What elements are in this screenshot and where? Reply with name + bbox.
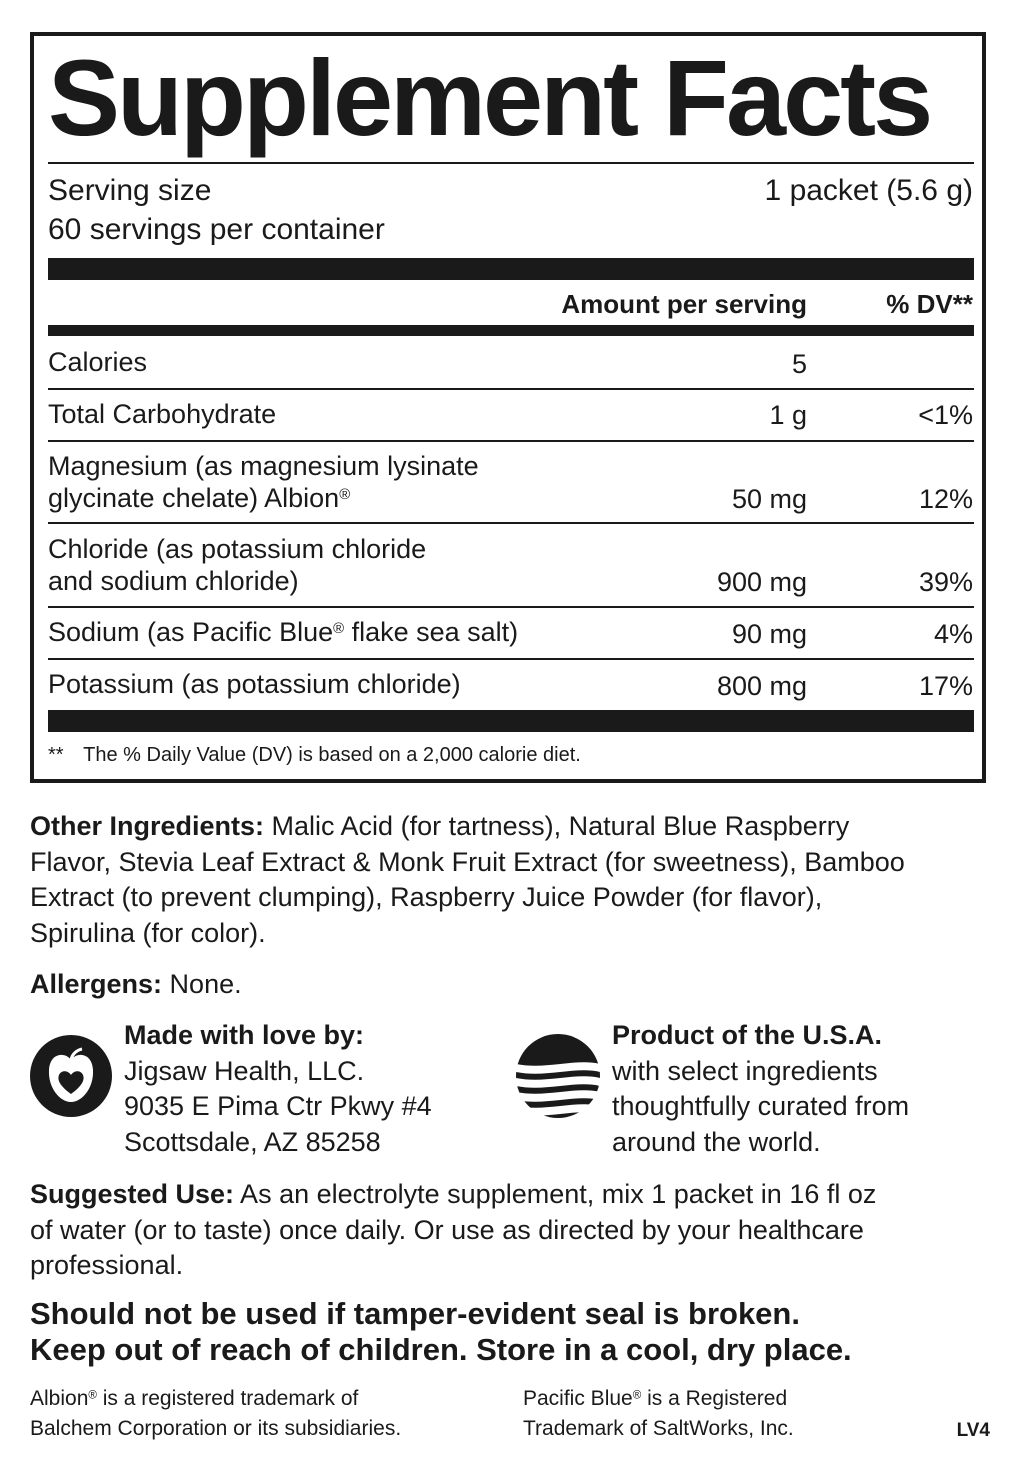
nutrient-name-post: flake sea salt) — [344, 617, 519, 647]
serving-size-label: Serving size — [48, 174, 212, 207]
nutrient-dv: 17% — [918, 671, 973, 701]
nutrient-name: Calories — [48, 347, 148, 377]
footnote-mark: ** — [48, 744, 64, 766]
pacific-blue-trademark-note — [523, 1384, 794, 1444]
nutrient-dv: 4% — [933, 619, 973, 649]
usa-flag-icon — [516, 1034, 600, 1118]
servings-per-container: 60 servings per container — [48, 213, 385, 246]
footnote-text: The % Daily Value (DV) is based on a 2,000 calorie diet. — [83, 744, 581, 766]
registered-mark: ® — [339, 486, 351, 503]
row-divider — [48, 522, 974, 524]
origin-block — [612, 1018, 909, 1160]
pacific-text: is a Registered — [641, 1387, 788, 1410]
made-by-line: Jigsaw Health, LLC. — [124, 1055, 365, 1086]
nutrient-amount: 50 mg — [731, 484, 807, 514]
suggested-use-label: Suggested Use: — [30, 1179, 235, 1209]
allergens — [30, 967, 990, 1003]
allergens-label: Allergens: — [30, 969, 163, 999]
nutrient-name — [48, 450, 479, 514]
nutrient-dv: <1% — [918, 400, 973, 430]
registered-mark: ® — [333, 620, 345, 637]
nutrient-name-pre: Sodium (as Pacific Blue — [48, 617, 334, 647]
warnings — [30, 1296, 852, 1368]
suggested-use-line: professional. — [30, 1250, 184, 1280]
nutrient-amount: 90 mg — [731, 619, 807, 649]
origin-line: thoughtfully curated from — [612, 1091, 910, 1121]
other-ingredients-line: Spirulina (for color). — [30, 917, 266, 948]
pacific-name: Pacific Blue — [523, 1387, 633, 1410]
origin-line: with select ingredients — [612, 1055, 878, 1086]
other-ingredients-line: Malic Acid (for tartness), Natural Blue Raspberry — [264, 811, 850, 841]
made-by-block — [124, 1018, 432, 1160]
other-ingredients-line: Flavor, Stevia Leaf Extract & Monk Fruit Extract (for sweetness), Bamboo — [30, 846, 905, 877]
origin-heading: Product of the U.S.A. — [612, 1020, 882, 1050]
apple-heart-icon — [30, 1034, 112, 1118]
column-header-dv: % DV** — [886, 289, 973, 319]
column-header-amount: Amount per serving — [561, 289, 807, 319]
nutrient-name-line2: glycinate chelate) Albion — [48, 483, 340, 513]
nutrient-amount: 5 — [791, 349, 807, 379]
label-code: LV4 — [956, 1420, 990, 1441]
albion-name: Albion — [30, 1387, 89, 1410]
footnote — [48, 744, 581, 767]
suggested-use — [30, 1177, 990, 1284]
albion-text: is a registered trademark of — [96, 1387, 359, 1410]
row-divider — [48, 658, 974, 660]
nutrient-name — [48, 616, 518, 648]
other-ingredients-label: Other Ingredients: — [30, 811, 265, 841]
pacific-text-line2: Trademark of SaltWorks, Inc. — [523, 1417, 794, 1440]
registered-mark: ® — [632, 1389, 642, 1402]
nutrient-name — [48, 533, 426, 597]
nutrient-name: Total Carbohydrate — [48, 399, 277, 429]
warning-line: Keep out of reach of children. Store in a cool, dry place. — [30, 1332, 852, 1367]
nutrient-amount: 800 mg — [716, 671, 807, 701]
thick-bar — [48, 710, 974, 732]
suggested-use-line: of water (or to taste) once daily. Or use as directed by your healthcare — [30, 1214, 864, 1245]
made-by-heading: Made with love by: — [124, 1020, 365, 1050]
nutrient-name-line1: Magnesium (as magnesium lysinate — [48, 451, 479, 481]
nutrient-dv: 39% — [918, 567, 973, 597]
nutrient-name: Potassium (as potassium chloride) — [48, 669, 461, 699]
suggested-use-line: As an electrolyte supplement, mix 1 packet in 16 fl oz — [234, 1179, 877, 1209]
nutrient-amount: 1 g — [769, 400, 807, 430]
nutrient-name-line1: Chloride (as potassium chloride — [48, 534, 427, 564]
row-divider — [48, 606, 974, 608]
registered-mark: ® — [88, 1389, 97, 1402]
serving-size-value: 1 packet (5.6 g) — [764, 174, 973, 207]
made-by-line: Scottsdale, AZ 85258 — [124, 1126, 381, 1157]
row-divider — [48, 388, 974, 390]
made-by-line: 9035 E Pima Ctr Pkwy #4 — [124, 1091, 432, 1121]
other-ingredients — [30, 809, 990, 951]
origin-line: around the world. — [612, 1126, 821, 1157]
panel-title: Supplement Facts — [48, 37, 931, 158]
divider — [48, 162, 974, 164]
nutrient-name-line2: and sodium chloride) — [48, 566, 299, 596]
other-ingredients-line: Extract (to prevent clumping), Raspberry Juice Powder (for flavor), — [30, 882, 823, 912]
albion-text-line2: Balchem Corporation or its subsidiaries. — [30, 1417, 402, 1440]
thick-bar — [48, 258, 974, 280]
warning-line: Should not be used if tamper-evident seal is broken. — [30, 1296, 800, 1331]
nutrient-dv: 12% — [918, 484, 973, 514]
row-divider — [48, 440, 974, 442]
albion-trademark-note — [30, 1384, 401, 1444]
nutrient-amount: 900 mg — [716, 567, 807, 597]
allergens-value: None. — [162, 969, 242, 999]
medium-bar — [48, 325, 974, 336]
